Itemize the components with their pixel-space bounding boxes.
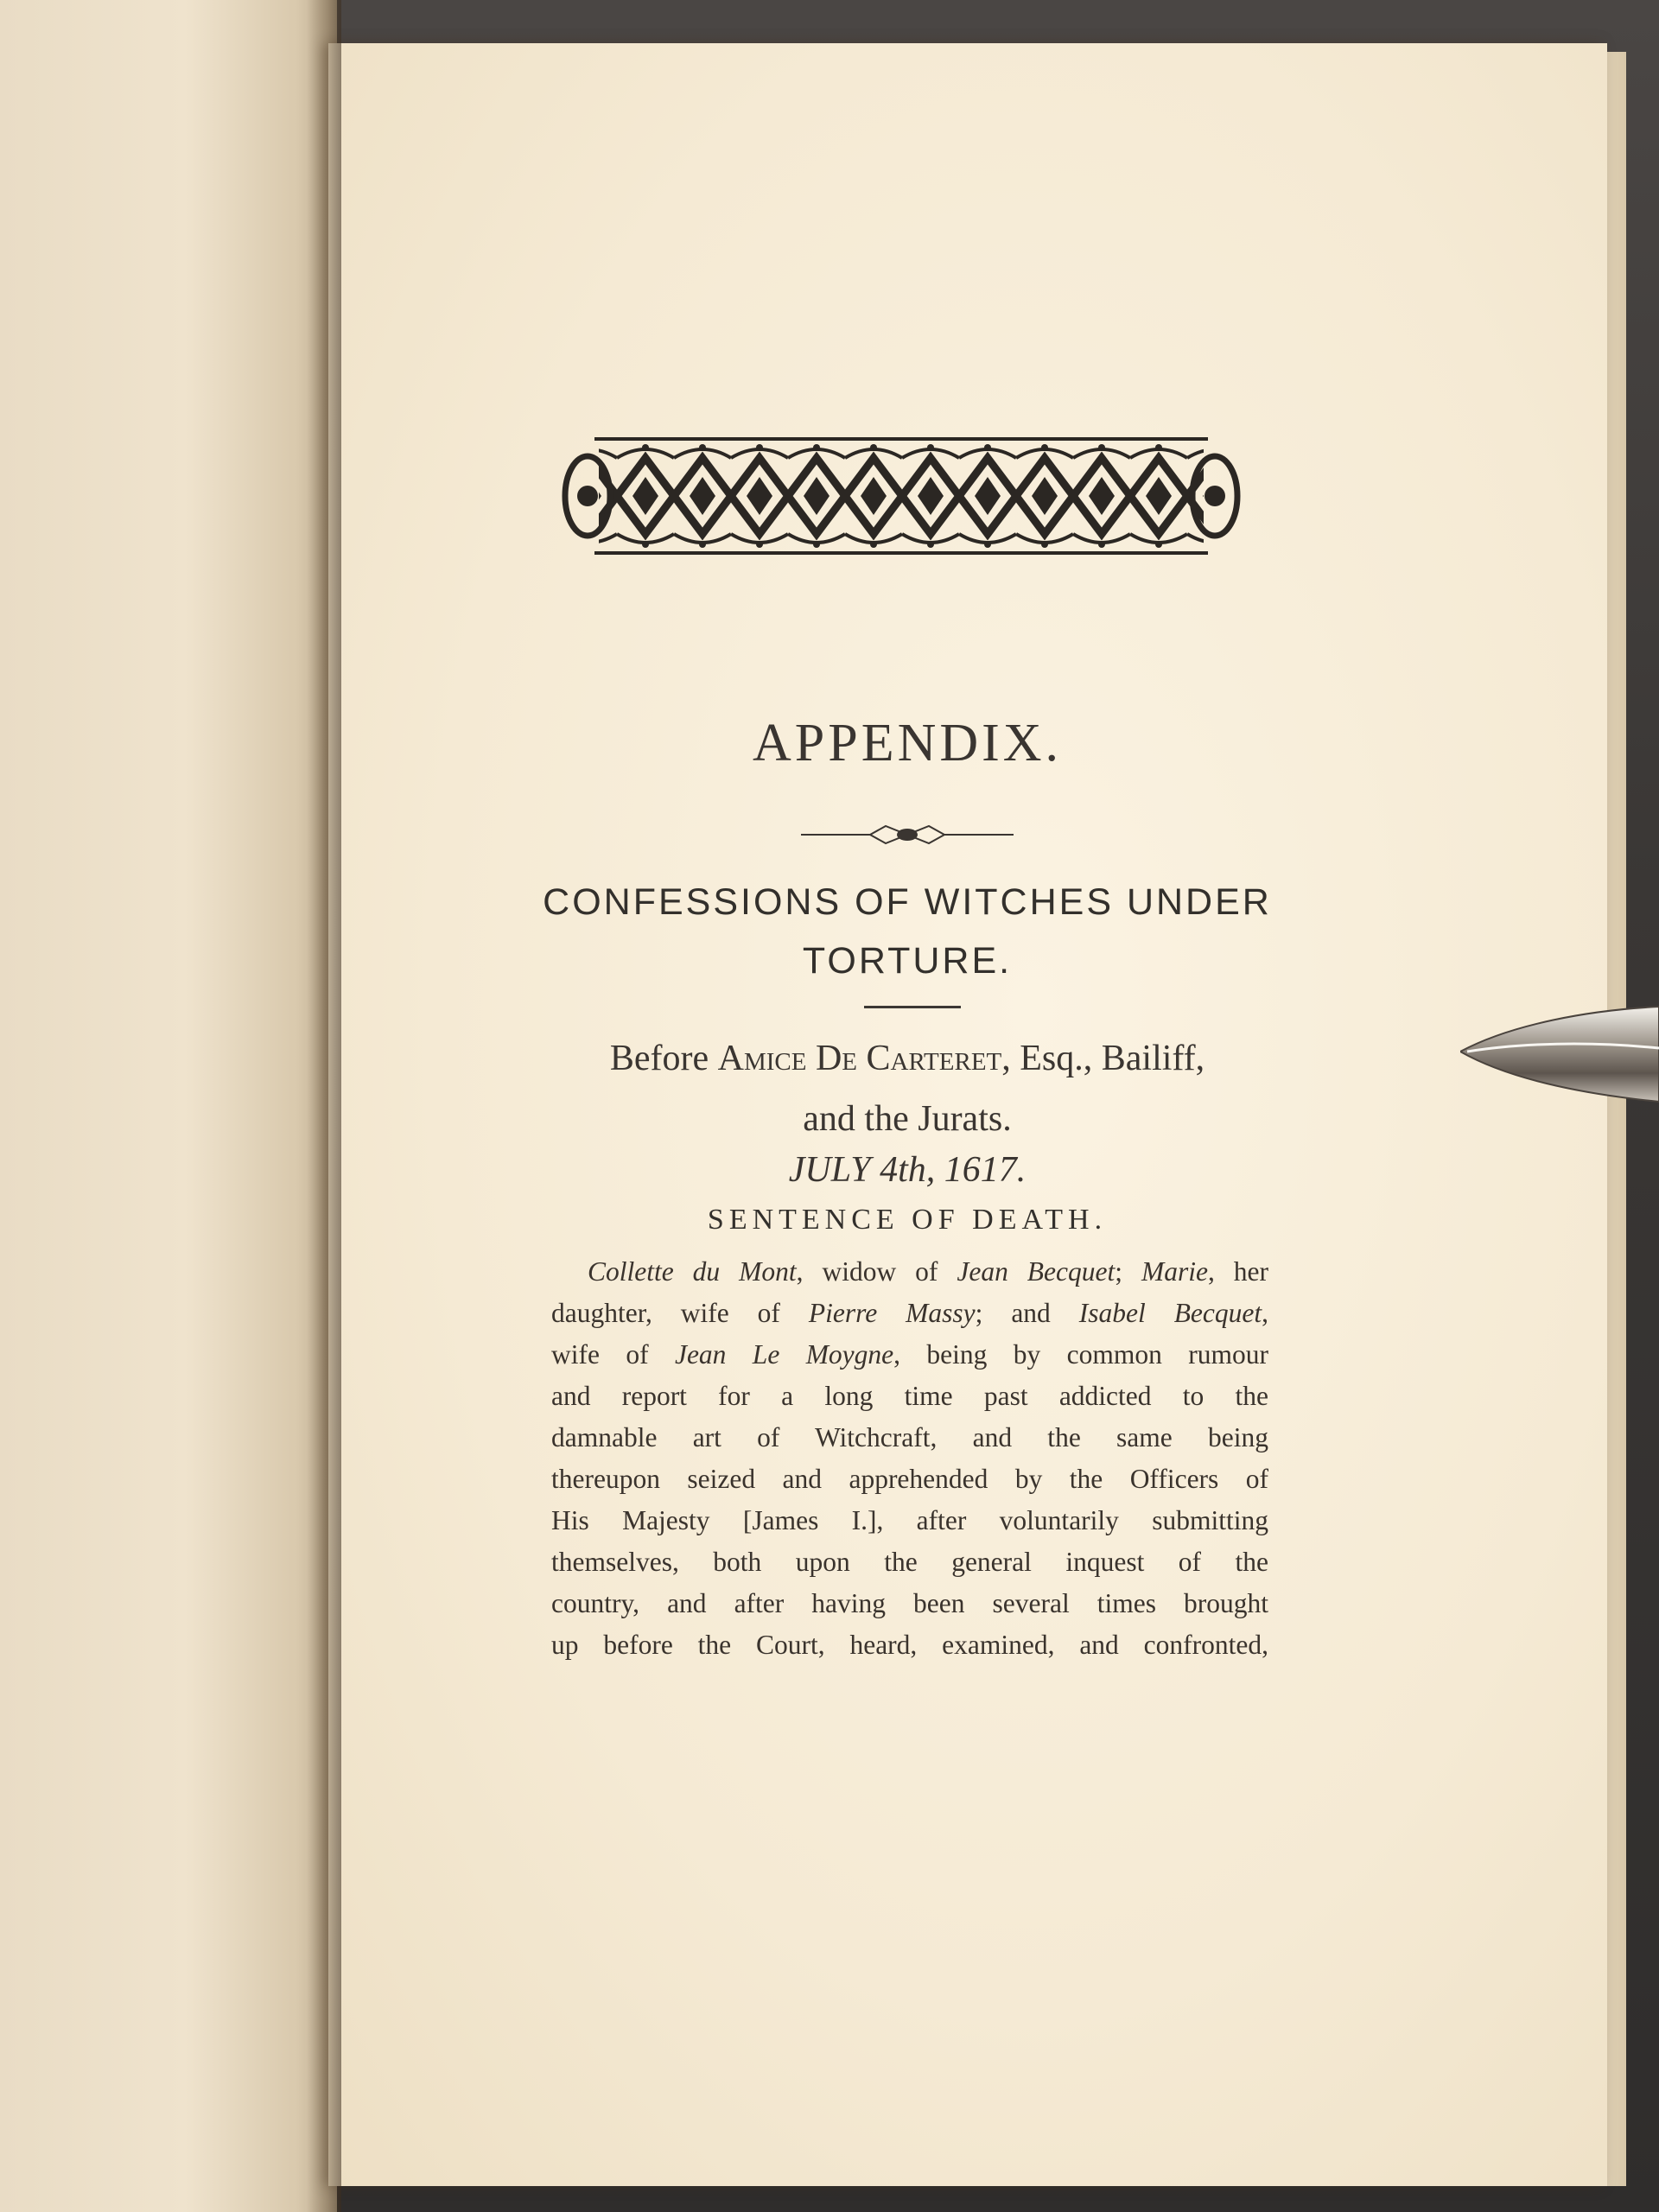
before-prefix: Before: [609, 1039, 718, 1078]
body-text-segment: , widow of: [796, 1256, 957, 1287]
body-text-segment: ,: [1262, 1298, 1269, 1328]
body-text-segment: damnable art of Witchcraft, and the same being: [551, 1422, 1268, 1452]
body-line: [551, 1500, 1268, 1541]
appendix-title: APPENDIX.: [752, 714, 1063, 772]
body-text-segment: country, and after having been several times brought: [551, 1588, 1268, 1618]
body-text-segment: His Majesty [James I.], after voluntarily submitting: [551, 1505, 1268, 1535]
court-attribution: [536, 1028, 1279, 1149]
bailiff-name: Amice De Carteret: [717, 1039, 1002, 1078]
body-line: [551, 1417, 1268, 1459]
body-text-segment: ; and: [975, 1298, 1079, 1328]
body-text-segment: themselves, both upon the general inquest of the: [551, 1547, 1268, 1577]
section-heading: [536, 873, 1279, 990]
body-text-segment: , her: [1207, 1256, 1268, 1287]
letter-opener-blade: [1460, 998, 1659, 1110]
body-paragraph: [551, 1251, 1268, 1666]
body-text-segment: up before the Court, heard, examined, and confronted,: [551, 1630, 1268, 1660]
body-line: [551, 1376, 1268, 1417]
italic-name: Isabel Becquet: [1078, 1298, 1262, 1328]
body-text-segment: ;: [1115, 1256, 1141, 1287]
jurats-line: and the Jurats.: [803, 1099, 1012, 1139]
heading-line-2: TORTURE.: [802, 940, 1013, 982]
body-text-segment: thereupon seized and apprehended by the Officers of: [551, 1464, 1268, 1494]
body-line: [551, 1251, 1268, 1293]
body-text-segment: and report for a long time past addicted to the: [551, 1381, 1268, 1411]
body-text-segment: wife of: [551, 1339, 675, 1370]
italic-name: Collette du Mont: [588, 1256, 797, 1287]
body-line: [551, 1293, 1268, 1334]
body-line: [551, 1624, 1268, 1666]
italic-name: Pierre Massy: [808, 1298, 976, 1328]
heading-rule: [864, 1006, 961, 1008]
date-line: JULY 4th, 1617.: [788, 1150, 1027, 1190]
italic-name: Marie: [1141, 1256, 1208, 1287]
body-line: [551, 1541, 1268, 1583]
before-suffix: , Esq., Bailiff,: [1001, 1039, 1205, 1078]
body-text-segment: daughter, wife of: [551, 1298, 809, 1328]
italic-name: Jean Le Moygne: [674, 1339, 894, 1370]
ornamental-divider: [799, 819, 1015, 850]
italic-name: Jean Becquet: [957, 1256, 1116, 1287]
body-line: [551, 1334, 1268, 1376]
heading-line-1: CONFESSIONS OF WITCHES UNDER: [543, 881, 1272, 923]
body-line: [551, 1459, 1268, 1500]
body-line: [551, 1583, 1268, 1624]
body-text-segment: , being by common rumour: [893, 1339, 1268, 1370]
sentence-heading: SENTENCE OF DEATH.: [707, 1204, 1108, 1236]
